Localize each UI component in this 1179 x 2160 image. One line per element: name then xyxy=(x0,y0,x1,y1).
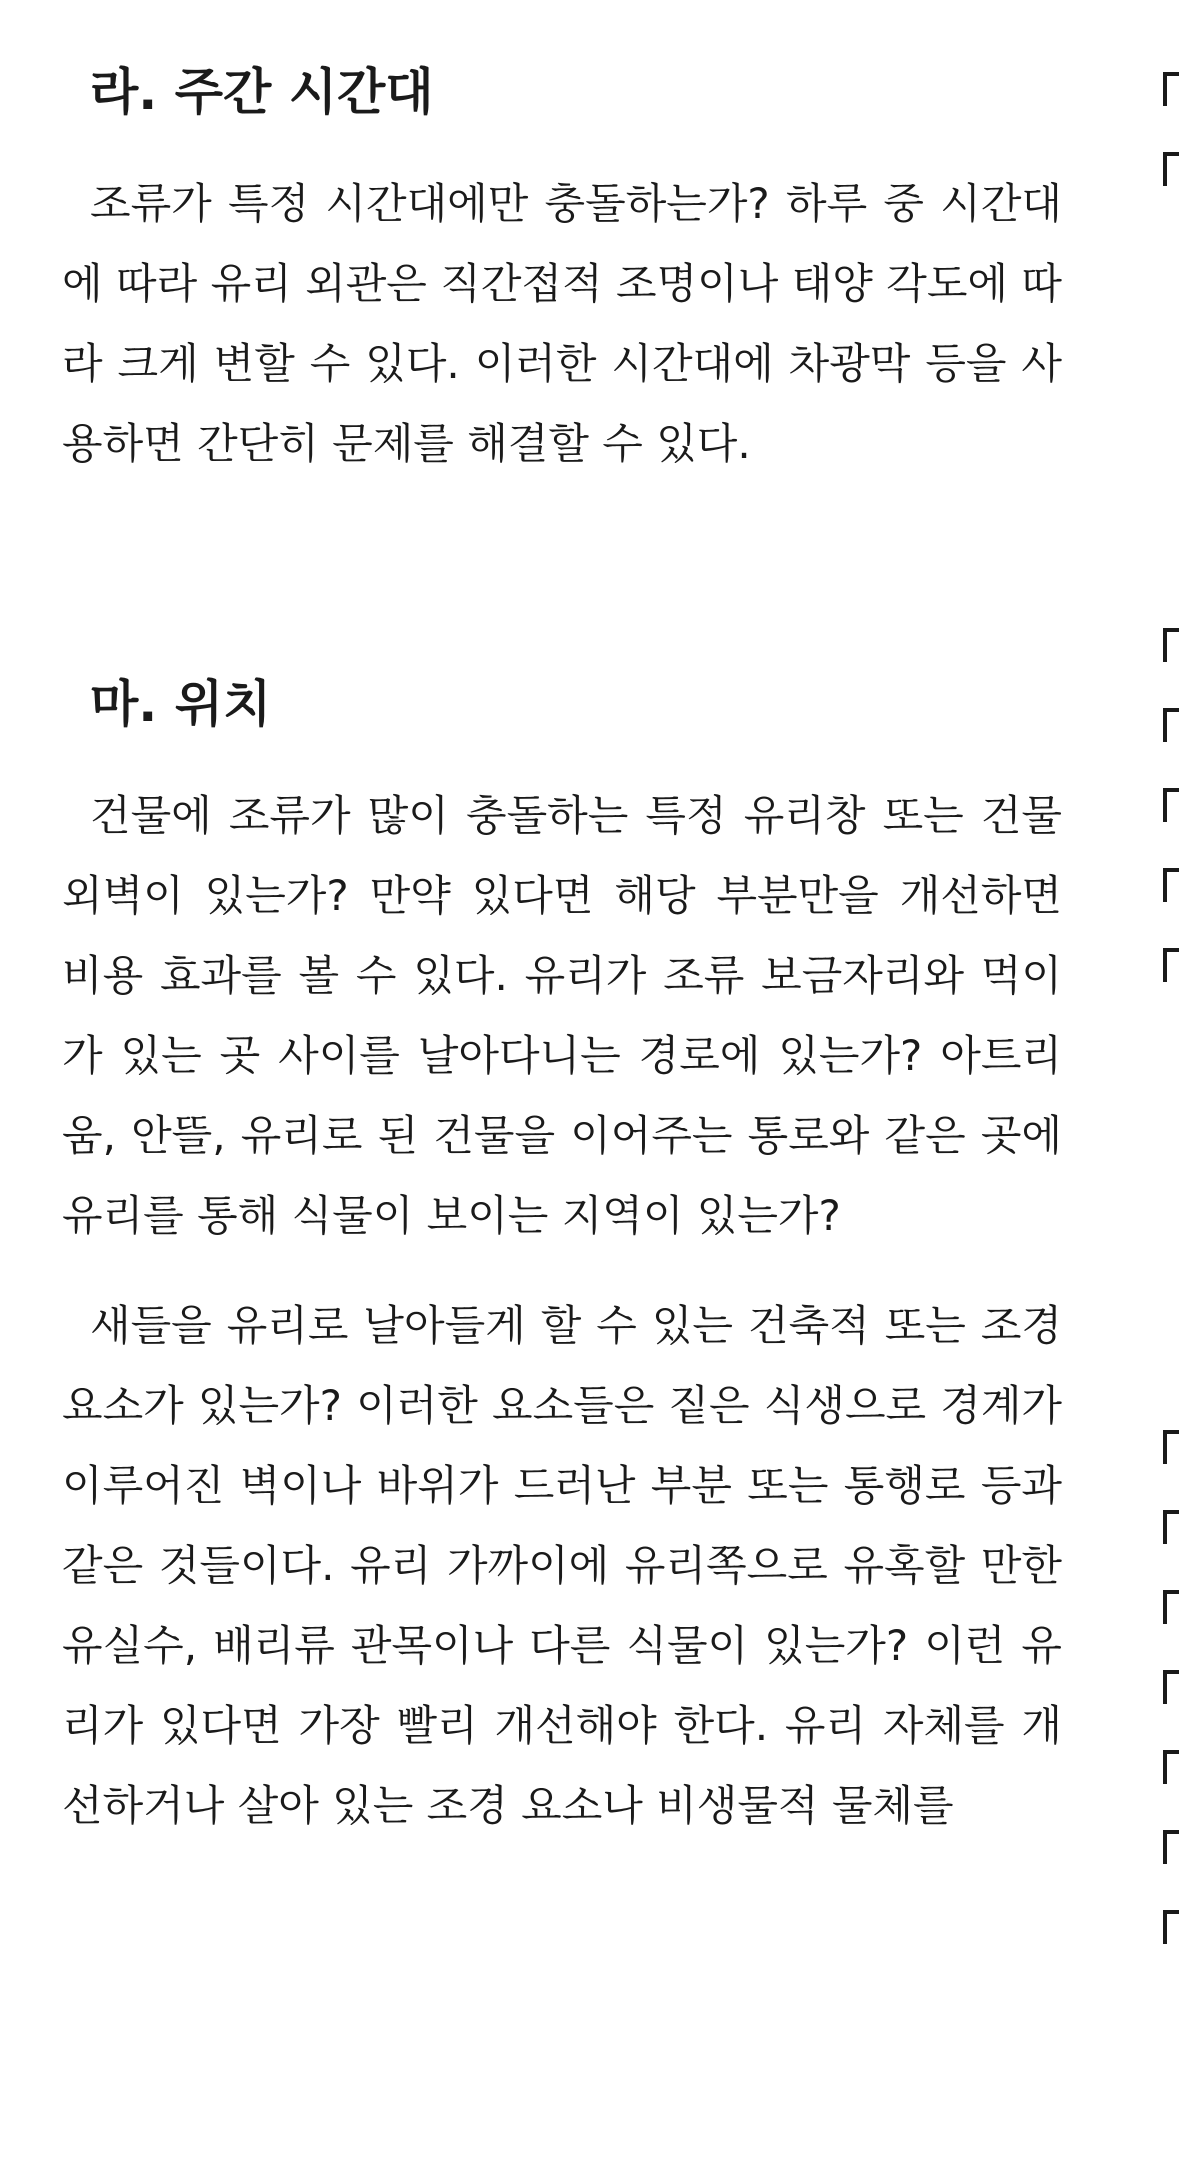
glyph-fragment xyxy=(1163,628,1179,662)
paragraph-location-2: 새들을 유리로 날아들게 할 수 있는 건축적 또는 조경 요소가 있는가? 이러한 요소들은 짙은 식생으로 경계가 이루어진 벽이나 바위가 드러난 부분 또는 통행로 등과 같은 것들이다. 유리 가까이에 유리쪽으로 유혹할 만한 유실수, 배리류 관목이나 다른 식물이 있는가? 이런 유리가 있다면 가장 빨리 개선해야 한다. 유리 자체를 개선하거나 살아 있는 조경 요소나 비생물적 물체를 xyxy=(62,1301,1062,1830)
glyph-fragment xyxy=(1163,1430,1179,1464)
glyph-fragment xyxy=(1163,1910,1179,1944)
section-heading-daytime: 라. 주간 시간대 xyxy=(90,63,434,121)
glyph-fragment xyxy=(1163,1670,1179,1704)
glyph-fragment xyxy=(1163,1590,1179,1624)
section-spacer xyxy=(62,484,1062,664)
paragraph-location-1: 건물에 조류가 많이 충돌하는 특정 유리창 또는 건물외벽이 있는가? 만약 있다면 해당 부분만을 개선하면 비용 효과를 볼 수 있다. 유리가 조류 보금자리와 먹이가 있는 곳 사이를 날아다니는 경로에 있는가? 아트리움, 안뜰, 유리로 된 건물을 이어주는 통로와 같은 곳에 유리를 통해 식물이 보이는 지역이 있는가? xyxy=(62,791,1062,1240)
glyph-fragment xyxy=(1163,1750,1179,1784)
glyph-fragment xyxy=(1163,708,1179,742)
glyph-fragment xyxy=(1163,788,1179,822)
glyph-fragment xyxy=(1163,152,1179,186)
glyph-fragment xyxy=(1163,868,1179,902)
glyph-fragment xyxy=(1163,948,1179,982)
glyph-fragment xyxy=(1163,1830,1179,1864)
glyph-fragment xyxy=(1163,1510,1179,1544)
paragraph-daytime: 조류가 특정 시간대에만 충돌하는가? 하루 중 시간대에 따라 유리 외관은 직간접적 조명이나 태양 각도에 따라 크게 변할 수 있다. 이러한 시간대에 차광막 등을 사용하면 간단히 문제를 해결할 수 있다. xyxy=(62,179,1062,468)
adjacent-column-fragment xyxy=(1163,0,1179,2160)
glyph-fragment xyxy=(1163,72,1179,106)
text-column xyxy=(62,52,1062,1846)
section-heading-location: 마. 위치 xyxy=(90,675,272,733)
paragraph-spacer xyxy=(62,1256,1062,1286)
